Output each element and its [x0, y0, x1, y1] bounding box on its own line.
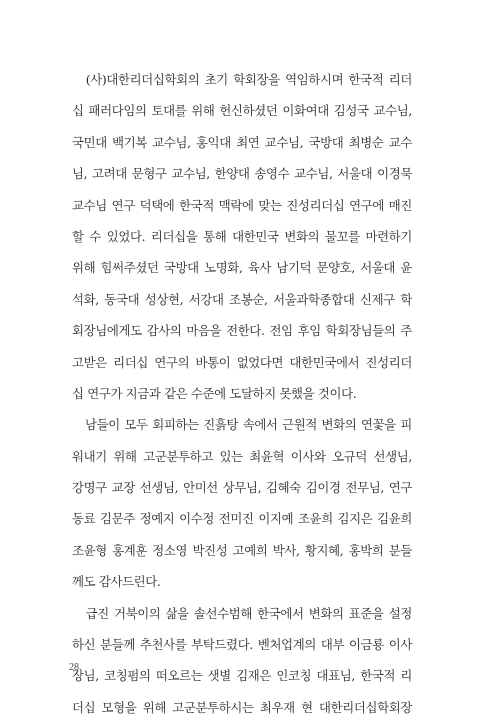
text-line: 십 패러다임의 토대를 위해 헌신하셨던 이화여대 김성국 교수님, — [72, 103, 412, 119]
text-line: 할 수 있었다. 리더십을 통해 대한민국 변화의 물꼬를 마련하기 — [72, 228, 412, 244]
text-line: 고받은 리더십 연구의 바통이 없었다면 대한민국에서 진성리더 — [72, 354, 412, 370]
text-line: 십 연구가 지금과 같은 수준에 도달하지 못했을 것이다. — [72, 385, 357, 401]
text-line: 국민대 백기복 교수님, 홍익대 최연 교수님, 국방대 최병순 교수 — [72, 134, 412, 150]
text-line: 강명구 교장 선생님, 안미선 상무님, 김혜숙 김이경 전무님, 연구 — [72, 480, 412, 496]
text-line: 하신 분들께 추천사를 부탁드렸다. 벤처업계의 대부 이금룡 이사 — [72, 637, 412, 653]
text-line: (사)대한리더십학회의 초기 학회장을 역임하시며 한국적 리더 — [72, 72, 412, 87]
paragraph-3 — [72, 598, 412, 724]
text-line: 님, 고려대 문형구 교수님, 한양대 송영수 교수님, 서울대 이경묵 — [72, 166, 412, 182]
text-line: 석화, 동국대 성상현, 서강대 조봉순, 서울과학종합대 신제구 학 — [72, 291, 412, 307]
page-number: 28 — [69, 662, 79, 673]
text-line: 동료 김문주 정예지 이수정 전미진 이지예 조윤희 김지은 김윤희 — [72, 511, 412, 527]
paragraph-2 — [72, 409, 412, 597]
text-line: 조윤형 홍계훈 정소영 박진성 고예희 박사, 황지혜, 홍박희 분들 — [72, 542, 412, 558]
text-line: 워내기 위해 고군분투하고 있는 최윤혁 이사와 오규덕 선생님, — [72, 448, 412, 464]
text-line: 위해 힘써주셨던 국방대 노명화, 육사 남기덕 문양호, 서울대 윤 — [72, 260, 412, 276]
body-text — [72, 64, 412, 723]
text-line: 께도 감사드린다. — [72, 574, 161, 590]
text-line: 더십 모형을 위해 고군분투하시는 최우재 현 대한리더십학회장 — [72, 699, 412, 715]
text-line: 급진 거북이의 삶을 솔선수범해 한국에서 변화의 표준을 설정 — [72, 605, 412, 621]
text-line: 교수님 연구 덕택에 한국적 맥락에 맞는 진성리더십 연구에 매진 — [72, 197, 412, 213]
text-line: 장님, 코칭펌의 떠오르는 샛별 김재은 인코칭 대표님, 한국적 리 — [72, 668, 412, 684]
paragraph-1 — [72, 64, 412, 409]
text-line: 남들이 모두 회피하는 진흙탕 속에서 근원적 변화의 연꽃을 피 — [72, 417, 412, 433]
text-line: 회장님에게도 감사의 마음을 전한다. 전임 후임 학회장님들의 주 — [72, 323, 412, 339]
